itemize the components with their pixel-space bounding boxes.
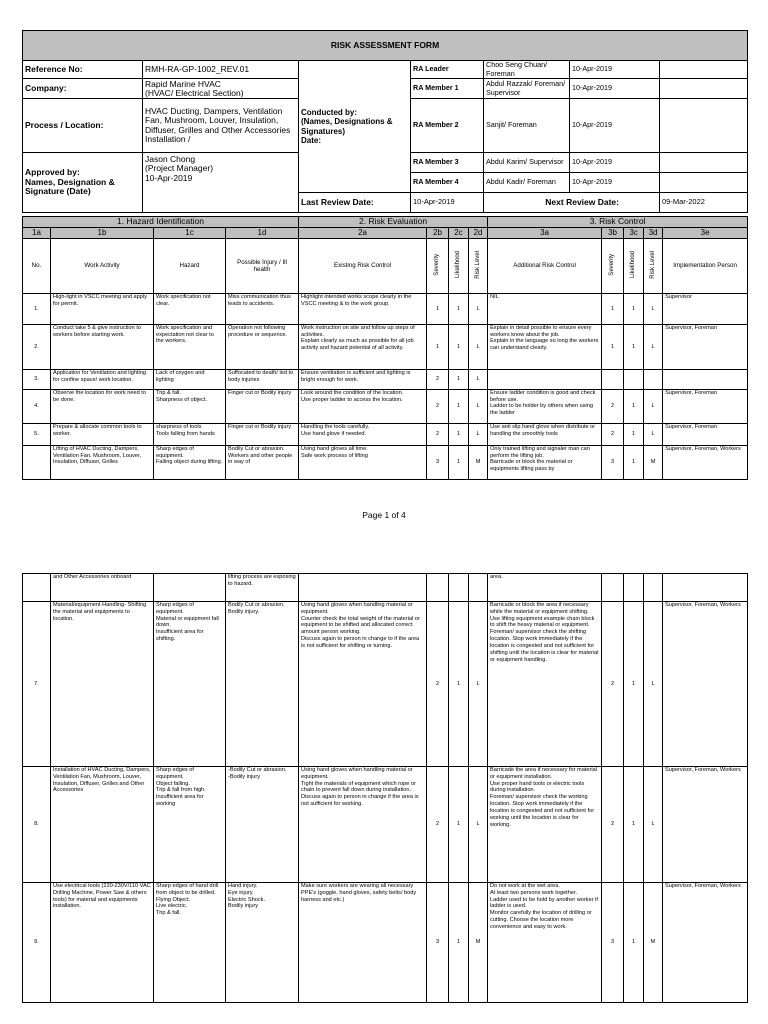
cell-person: Supervisor, Foreman, Workers [663, 446, 748, 480]
cell-l2 [624, 370, 644, 390]
cell-r2 [644, 370, 663, 390]
cell-s2: 3 [602, 446, 624, 480]
cell-additional: Barricade the area if necessary for material or equipment installation. Use proper hand tools or electric tools during installation. Foreman/ supervisor check the working location. Stop work immediately if the location is congested and not sufficient for working until the location is clear for working. [488, 767, 602, 883]
cell-person: Supervisor, Foreman [663, 325, 748, 370]
last-review-value: 10-Apr-2019 [411, 193, 484, 213]
cell-hazard: Work specification and expectation not clear to the workers. [154, 325, 226, 370]
column-code: 1d [226, 228, 299, 239]
cell-r2 [644, 574, 663, 602]
reference-label: Reference No: [23, 61, 143, 79]
table-row [23, 424, 748, 446]
column-code: 2c [449, 228, 469, 239]
header-risk-level: Risk Level [649, 251, 656, 279]
cell-hazard: Sharp edges of equipment. Material or equipment fall down. Insufficient area for shifting. [154, 602, 226, 767]
cell-r: L [469, 294, 488, 325]
ra-role: RA Leader [411, 61, 484, 79]
cell-l: 1 [449, 883, 469, 1003]
cell-activity: High-light in VSCC meeting and apply for permit. [51, 294, 154, 325]
cell-l2: 1 [624, 767, 644, 883]
table-row [23, 294, 748, 325]
form-header [22, 30, 748, 213]
ra-role: RA Member 2 [411, 99, 484, 153]
header-likelihood: Likelihood [455, 251, 462, 279]
cell-person: Supervisor, Foreman, Workers [663, 602, 748, 767]
cell-existing: Look around the condition of the location. Use proper ladder to access the location. [299, 390, 427, 424]
cell-r2: L [644, 424, 663, 446]
next-review-value: 09-Mar-2022 [660, 193, 748, 213]
cell-r2: L [644, 602, 663, 767]
column-code: 3b [602, 228, 624, 239]
cell-s [427, 574, 449, 602]
cell-r2: L [644, 767, 663, 883]
cell-injury: -Bodily Cut or abrasion. -Bodily injury [226, 767, 299, 883]
cell-person: Supervisor, Foreman [663, 424, 748, 446]
cell-existing: Handling the tools carefully. Use hand glove if needed. [299, 424, 427, 446]
cell-r2: M [644, 446, 663, 480]
cell-additional: Barricade or block the area if necessary while the material or equipment shifting. Use lifting equipment example chain block to shift the heavy material or equipment. Foreman/ supervisor check the shifting location. Stop work immediately if the location is congested and not sufficient for shifting until the location is clear for material or equipment handling. [488, 602, 602, 767]
cell-hazard [154, 574, 226, 602]
cell-s2: 2 [602, 424, 624, 446]
cell-existing: Work instruction on site and follow up steps of activities. Explain clearly as much as possible for all job activity and hazard potential of all activity. [299, 325, 427, 370]
cell-no [23, 574, 51, 602]
cell-hazard: Work specification not clear. [154, 294, 226, 325]
cell-activity: Installation of HVAC Ducting, Dampers, Ventilation Fan, Mushroom, Louver, Insulation, Diffuser, Grilles and Other Accessories [51, 767, 154, 883]
table-row [23, 390, 748, 424]
cell-additional: Only trained lifting and signaler man can perform the lifting job. Barricade or block the material or equipments lifting pass by [488, 446, 602, 480]
header-likelihood: Likelihood [630, 251, 637, 279]
ra-name: Abdul Razzak/ Foreman/ Supervisor [484, 79, 570, 99]
process-value: HVAC Ducting, Dampers, Ventilation Fan, Mushroom, Louver, Insulation, Diffuser, Grilles and Other Accessories Installation / [143, 99, 299, 153]
cell-existing: Using hand gloves when handling material or equipment. Counter check the total weight of the material or equipment to be shifted and allocated correct amount person working. Discuss again to person in change to if the area is not sufficient for shifting or turning. [299, 602, 427, 767]
cell-injury: Bodily Cut or abrasion. Bodily injury. [226, 602, 299, 767]
cell-existing: Using hand gloves all time. Safe work process of lifting [299, 446, 427, 480]
header-no: No. [23, 239, 51, 294]
cell-l2: 1 [624, 446, 644, 480]
risk-table-page-1 [22, 216, 748, 480]
ra-date: 10-Apr-2019 [570, 153, 660, 173]
cell-s2: 1 [602, 294, 624, 325]
ra-date: 10-Apr-2019 [570, 79, 660, 99]
last-review-label: Last Review Date: [299, 193, 411, 213]
ra-signature-cell [660, 79, 748, 99]
table-row [23, 767, 748, 883]
cell-no: 9. [23, 883, 51, 1003]
conducted-by-label: Conducted by: (Names, Designations & Signatures) Date: [299, 61, 411, 193]
column-code: 3a [488, 228, 602, 239]
cell-additional: Ensure ladder condition is good and check before use. Ladder to be holder by others when using the ladder [488, 390, 602, 424]
cell-r2: L [644, 390, 663, 424]
cell-person [663, 370, 748, 390]
process-label: Process / Location: [23, 99, 143, 153]
cell-s2: 2 [602, 602, 624, 767]
cell-injury: Operation not following procedure or sequence. [226, 325, 299, 370]
cell-person: Supervisor, Foreman, Workers [663, 883, 748, 1003]
cell-l2: 1 [624, 390, 644, 424]
cell-activity: Observe the location for work need to be done. [51, 390, 154, 424]
table-row [23, 370, 748, 390]
ra-date: 10-Apr-2019 [570, 61, 660, 79]
ra-signature-cell [660, 61, 748, 79]
header-implementation-person: Implementation Person [663, 239, 748, 294]
reference-value: RMH-RA-GP-1002_REV.01 [143, 61, 299, 79]
cell-injury: lifting process are exposing to hazard. [226, 574, 299, 602]
cell-s2 [602, 370, 624, 390]
cell-existing: Make sure workers are wearing all necessary PPE's (goggle, hand gloves, safety belts/ body harness and etc.) [299, 883, 427, 1003]
risk-table-page-2 [22, 573, 748, 1003]
cell-additional: Use anti slip hand glove when distribute or handling the smoothly tools [488, 424, 602, 446]
header-hazard: Hazard [154, 239, 226, 294]
cell-l2 [624, 574, 644, 602]
cell-l: 1 [449, 294, 469, 325]
cell-no [23, 446, 51, 480]
cell-existing: Using hand gloves when handling material or equipment. Tight the materials of equipment which rope or chain to prevent fall down during installation. Discuss again to person in change if the area is not sufficient for working. [299, 767, 427, 883]
cell-r2: L [644, 325, 663, 370]
ra-date: 10-Apr-2019 [570, 173, 660, 193]
cell-injury: Bodily Cut or abrasion. Workers and other people in way of [226, 446, 299, 480]
cell-activity: Prepare & allocate common tools to worker. [51, 424, 154, 446]
cell-r: M [469, 883, 488, 1003]
cell-no: 4. [23, 390, 51, 424]
ra-signature-cell [660, 173, 748, 193]
column-code: 1c [154, 228, 226, 239]
cell-r: L [469, 602, 488, 767]
cell-r2: L [644, 294, 663, 325]
ra-name: Abdul Kadir/ Foreman [484, 173, 570, 193]
cell-hazard: Sharp edges of equipment. Falling object during lifting. [154, 446, 226, 480]
cell-activity: and Other Accessories onboard [51, 574, 154, 602]
cell-l2: 1 [624, 602, 644, 767]
cell-hazard: Lack of oxygen and lighting [154, 370, 226, 390]
cell-l2: 1 [624, 424, 644, 446]
cell-l: 1 [449, 446, 469, 480]
table-row [23, 602, 748, 767]
ra-role: RA Member 4 [411, 173, 484, 193]
cell-l2: 1 [624, 325, 644, 370]
ra-name: Sanjit/ Foreman [484, 99, 570, 153]
column-code: 3e [663, 228, 748, 239]
cell-l2: 1 [624, 883, 644, 1003]
cell-s2: 2 [602, 390, 624, 424]
cell-r: L [469, 325, 488, 370]
cell-existing: Highlight intended works scope clearly in the VSCC meeting & to the work group. [299, 294, 427, 325]
cell-s: 3 [427, 883, 449, 1003]
cell-person: Supervisor, Foreman, Workers [663, 767, 748, 883]
cell-injury: Hand injury. Eye injury. Electric Shock. Bodily injury [226, 883, 299, 1003]
approved-label: Approved by: Names, Designation & Signature (Date) [23, 153, 143, 213]
cell-r: M [469, 446, 488, 480]
cell-s2: 3 [602, 883, 624, 1003]
ra-signature-cell [660, 153, 748, 173]
ra-signature-cell [660, 99, 748, 153]
cell-r [469, 574, 488, 602]
ra-date: 10-Apr-2019 [570, 99, 660, 153]
cell-r2: M [644, 883, 663, 1003]
cell-s: 2 [427, 390, 449, 424]
cell-activity: Material/equipment Handling- Shifting the material and equipments to location. [51, 602, 154, 767]
cell-existing: Ensure ventilation is sufficient and lighting is bright enough for work. [299, 370, 427, 390]
table-row [23, 446, 748, 480]
cell-s: 1 [427, 294, 449, 325]
column-code: 1a [23, 228, 51, 239]
ra-role: RA Member 1 [411, 79, 484, 99]
cell-l: 1 [449, 424, 469, 446]
header-severity: Severity [434, 254, 441, 276]
cell-no: 2. [23, 325, 51, 370]
header-existing-risk-control: Existing Risk Control [299, 239, 427, 294]
cell-l: 1 [449, 390, 469, 424]
column-code: 3d [644, 228, 663, 239]
cell-activity: Use electrical tools (220-230V/110 VAC Drilling Machine, Power Saw & others tools) for material and equipments installation. [51, 883, 154, 1003]
cell-activity: Conduct take 5 & give instruction to workers before starting work. [51, 325, 154, 370]
approved-value: Jason Chong (Project Manager) 10-Apr-2019 [143, 153, 299, 213]
cell-r: L [469, 424, 488, 446]
section-risk-evaluation: 2. Risk Evaluation [299, 217, 488, 228]
cell-additional: NIL [488, 294, 602, 325]
company-label: Company: [23, 79, 143, 99]
cell-no: 5. [23, 424, 51, 446]
header-possible-injury: Possible Injury / Ill health [226, 239, 299, 294]
cell-activity: Lifting of HVAC Ducting, Dampers, Ventilation Fan, Mushroom, Louver, Insulation, Diffuser, Grilles [51, 446, 154, 480]
table-row [23, 883, 748, 1003]
form-title: RISK ASSESSMENT FORM [23, 31, 748, 61]
cell-s: 1 [427, 325, 449, 370]
section-hazard-identification: 1. Hazard Identification [23, 217, 299, 228]
cell-no: 1. [23, 294, 51, 325]
cell-r: L [469, 370, 488, 390]
cell-s: 2 [427, 370, 449, 390]
cell-l: 1 [449, 602, 469, 767]
cell-l [449, 574, 469, 602]
cell-s2 [602, 574, 624, 602]
cell-activity: Application for Ventilation and lighting for confine space/ work location. [51, 370, 154, 390]
cell-s: 2 [427, 424, 449, 446]
column-code: 2d [469, 228, 488, 239]
cell-s2: 1 [602, 325, 624, 370]
company-value: Rapid Marine HVAC (HVAC/ Electrical Section) [143, 79, 299, 99]
header-additional-risk-control: Additional Risk Control [488, 239, 602, 294]
cell-l: 1 [449, 325, 469, 370]
cell-hazard: Sharp edges of hand drill from object to be drilled. Flying Object. Live electric. Trip & fall. [154, 883, 226, 1003]
cell-r: L [469, 390, 488, 424]
page-number: Page 1 of 4 [362, 510, 406, 520]
cell-injury: Finger cut or Bodily injury [226, 390, 299, 424]
cell-injury: Suffocated to death/ led to body injuries [226, 370, 299, 390]
cell-l2: 1 [624, 294, 644, 325]
cell-person: Supervisor [663, 294, 748, 325]
cell-injury: Miss communication thus leads to accidents. [226, 294, 299, 325]
cell-no: 3. [23, 370, 51, 390]
cell-additional: Do not work at the wet area. At least two persons work together. Ladder used to be hold by another worker if ladder is used. Monitor carefully the location of drilling or cutting. Choose the location more convenience and easy to work. [488, 883, 602, 1003]
table-row [23, 325, 748, 370]
cell-s: 2 [427, 767, 449, 883]
column-code: 2a [299, 228, 427, 239]
cell-additional [488, 370, 602, 390]
cell-s: 3 [427, 446, 449, 480]
cell-hazard: sharpness of tools Tools falling from hands [154, 424, 226, 446]
ra-role: RA Member 3 [411, 153, 484, 173]
ra-name: Abdul Karim/ Supervisor [484, 153, 570, 173]
table-row [23, 574, 748, 602]
cell-injury: Finger cut or Bodily injury [226, 424, 299, 446]
cell-additional: Explain in detail possible to ensure every workers know about the job. Explain in the language so long the workers can understand clearly. [488, 325, 602, 370]
cell-no: 8. [23, 767, 51, 883]
header-severity: Severity [609, 254, 616, 276]
header-work-activity: Work Activity [51, 239, 154, 294]
section-risk-control: 3. Risk Control [488, 217, 748, 228]
ra-name: Choo Seng Chuan/ Foreman [484, 61, 570, 79]
cell-l: 1 [449, 767, 469, 883]
column-code: 2b [427, 228, 449, 239]
cell-s2: 2 [602, 767, 624, 883]
column-code: 1b [51, 228, 154, 239]
cell-no: 7. [23, 602, 51, 767]
cell-hazard: Sharp edges of equipment. Object falling. Trip & fall from high. Insufficient area for working [154, 767, 226, 883]
cell-r: L [469, 767, 488, 883]
cell-person: Supervisor, Foreman [663, 390, 748, 424]
next-review-label: Next Review Date: [484, 193, 660, 213]
cell-s: 2 [427, 602, 449, 767]
cell-additional: area. [488, 574, 602, 602]
cell-existing [299, 574, 427, 602]
cell-person [663, 574, 748, 602]
header-risk-level: Risk Level [474, 251, 481, 279]
cell-hazard: Trip & fall. Sharpness of object. [154, 390, 226, 424]
column-code: 3c [624, 228, 644, 239]
cell-l: 1 [449, 370, 469, 390]
